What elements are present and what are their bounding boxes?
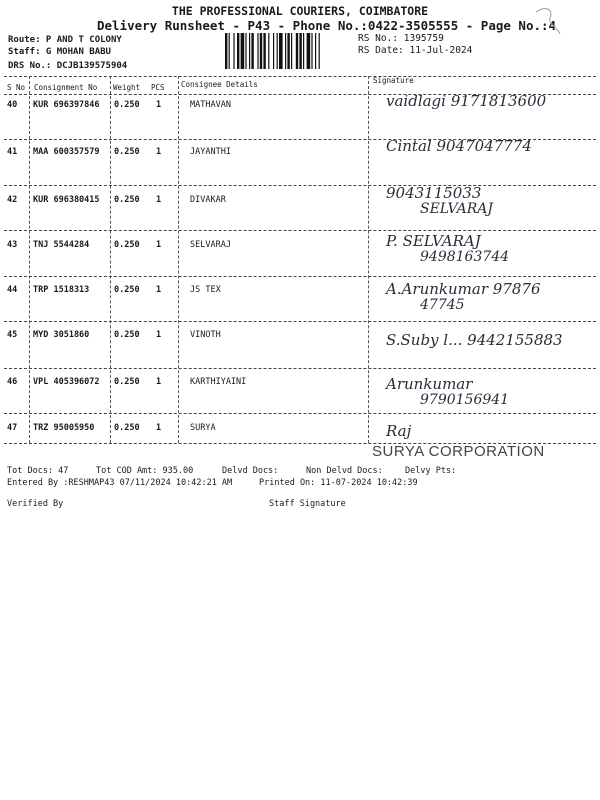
row-consignee: MATHAVAN [190,100,231,110]
printed-on: Printed On: 11-07-2024 10:42:39 [259,478,418,488]
col-header-sno: S No [7,83,26,92]
total-docs: Tot Docs: 47 [7,466,69,476]
col-divider [29,76,30,443]
row-rule [4,413,596,414]
row-consignee: DIVAKAR [190,195,226,205]
handwritten-page-mark [528,4,568,38]
row-sno: 47 [7,423,18,433]
row-consignment: VPL 405396072 [33,377,100,387]
staff-label: Staff: G MOHAN BABU [8,47,111,57]
handwritten-signature: 9043115033 [386,184,482,202]
col-header-weight: Weight [113,83,141,92]
total-cod-amount: Tot COD Amt: 935.00 [96,466,194,476]
row-weight: 0.250 [114,147,140,157]
row-consignment: KUR 696397846 [33,100,100,110]
row-consignee: VINOTH [190,330,221,340]
col-divider [110,76,111,443]
row-weight: 0.250 [114,195,140,205]
row-consignment: TRZ 95005950 [33,423,95,433]
col-header-consignee: Consignee Details [181,80,258,89]
handwritten-signature-line2: 9790156941 [420,392,510,408]
row-consignment: TRP 1518313 [33,285,90,295]
row-consignee: JS TEX [190,285,221,295]
handwritten-signature: S.Suby l... 9442155883 [386,331,563,349]
route-label: Route: P AND T COLONY [8,35,122,45]
row-pcs: 1 [156,100,162,110]
row-weight: 0.250 [114,377,140,387]
col-header-consignment: Consignment No [34,83,98,92]
drs-number: DRS No.: DCJB139575904 [8,61,128,71]
company-title: THE PROFESSIONAL COURIERS, COIMBATORE [171,4,429,18]
row-rule [4,321,596,322]
non-delivered-docs: Non Delvd Docs: [306,466,383,476]
row-pcs: 1 [156,285,162,295]
row-consignee: JAYANTHI [190,147,231,157]
verified-by-label: Verified By [7,499,64,509]
handwritten-signature-line2: 9498163744 [420,249,510,265]
row-weight: 0.250 [114,240,140,250]
handwritten-signature: Cintal 9047047774 [386,137,532,155]
row-weight: 0.250 [114,423,140,433]
row-sno: 43 [7,240,18,250]
company-stamp: SURYA CORPORATION [372,443,545,460]
barcode-image [225,33,353,69]
row-weight: 0.250 [114,330,140,340]
row-sno: 45 [7,330,18,340]
row-rule [4,185,596,186]
row-pcs: 1 [156,240,162,250]
col-divider [368,76,369,443]
handwritten-signature: vaidlagi 9171813600 [386,92,547,110]
handwritten-signature: Raj [386,422,412,440]
runsheet-line: Delivery Runsheet - P43 - Phone No.:0422-3505555 - Page No.:4 [97,18,557,33]
row-consignee: SELVARAJ [190,240,231,250]
row-weight: 0.250 [114,100,140,110]
row-rule [4,230,596,231]
table-top-rule [4,76,596,77]
row-sno: 44 [7,285,18,295]
row-consignment: MYD 3051860 [33,330,90,340]
delivery-points: Delvy Pts: [405,466,457,476]
handwritten-signature: Arunkumar [386,375,473,393]
row-pcs: 1 [156,377,162,387]
row-rule [4,368,596,369]
col-header-pcs: PCS [151,83,165,92]
handwritten-signature-line2: 47745 [420,297,465,313]
row-consignee: SURYA [190,423,216,433]
row-pcs: 1 [156,147,162,157]
entered-by: Entered By :RESHMAP43 07/11/2024 10:42:21 AM [7,478,233,488]
row-consignee: KARTHIYAINI [190,377,247,387]
col-divider [178,76,179,443]
row-pcs: 1 [156,195,162,205]
row-pcs: 1 [156,423,162,433]
handwritten-signature: P. SELVARAJ [386,232,481,250]
delivered-docs: Delvd Docs: [222,466,279,476]
row-consignment: KUR 696380415 [33,195,100,205]
row-sno: 41 [7,147,18,157]
handwritten-signature-line2: SELVARAJ [420,201,493,217]
row-rule [4,276,596,277]
row-consignment: MAA 600357579 [33,147,100,157]
handwritten-signature: A.Arunkumar 97876 [386,280,541,298]
row-pcs: 1 [156,330,162,340]
row-sno: 40 [7,100,18,110]
staff-signature-label: Staff Signature [269,499,346,509]
row-weight: 0.250 [114,285,140,295]
rs-number: RS No.: 1395759 [358,33,444,44]
col-header-signature: Signature [373,76,414,85]
row-sno: 46 [7,377,18,387]
row-sno: 42 [7,195,18,205]
rs-date: RS Date: 11-Jul-2024 [358,45,473,56]
row-consignment: TNJ 5544284 [33,240,90,250]
